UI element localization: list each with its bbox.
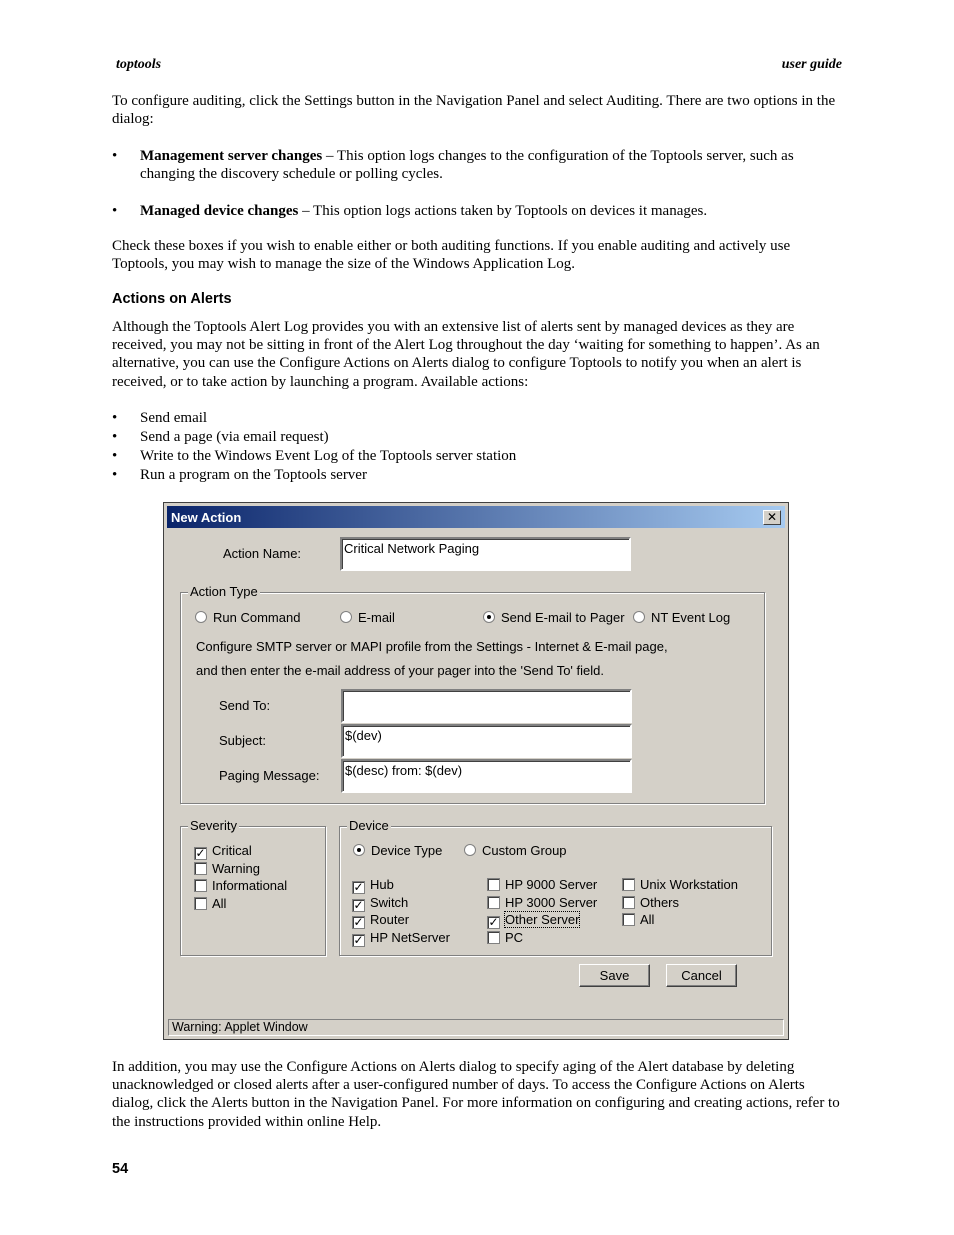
severity-legend: Severity bbox=[190, 818, 237, 833]
device-hub-checkbox[interactable] bbox=[352, 877, 394, 894]
device-hp3000-checkbox[interactable] bbox=[487, 895, 597, 910]
checkbox-label: Others bbox=[640, 895, 680, 910]
radio-circle bbox=[195, 611, 207, 623]
bullet-text bbox=[140, 147, 842, 183]
cancel-button[interactable]: Cancel bbox=[666, 964, 737, 987]
radio-circle bbox=[464, 844, 476, 856]
checkbox-box bbox=[622, 878, 635, 891]
checkbox-box bbox=[487, 896, 500, 909]
status-bar: Warning: Applet Window bbox=[168, 1019, 784, 1036]
device-hp-netserver-checkbox[interactable] bbox=[352, 930, 450, 947]
radio-label: Device Type bbox=[371, 843, 443, 858]
device-legend: Device bbox=[349, 818, 389, 833]
checkbox-label: Unix Workstation bbox=[640, 877, 739, 892]
bullet-managed-device bbox=[112, 202, 842, 222]
action-bullet bbox=[112, 447, 842, 466]
severity-critical-checkbox[interactable] bbox=[194, 843, 252, 860]
bullet-rest: – This option logs actions taken by Toptools on devices it manages. bbox=[298, 203, 708, 219]
radio-circle bbox=[633, 611, 645, 623]
alerts-paragraph: Although the Toptools Alert Log provides you with an extensive list of alerts sent by managed devices as they are received, you may not be sitting in front of the Alert Log throughout the day ‘waiting for something to happen’. As an alternative, you can use the Configure Actions on Alerts dialog to configure Toptools to notify you when an alert is received, or to take action by launching a program. Available actions: bbox=[112, 319, 820, 390]
checkbox-box bbox=[194, 897, 207, 910]
severity-all-checkbox[interactable] bbox=[194, 896, 226, 911]
device-unix-workstation-checkbox[interactable] bbox=[622, 877, 738, 892]
checkbox-box: ✓ bbox=[353, 933, 364, 947]
send-to-label: Send To: bbox=[219, 698, 271, 713]
checkbox-box: ✓ bbox=[195, 846, 206, 860]
bullet-management-server bbox=[112, 147, 842, 187]
device-router-checkbox[interactable] bbox=[352, 912, 409, 929]
severity-warning-checkbox[interactable] bbox=[194, 861, 260, 876]
radio-label: Send E-mail to Pager bbox=[501, 610, 625, 625]
checkbox-label: PC bbox=[505, 930, 524, 945]
paging-message-label: Paging Message: bbox=[219, 768, 320, 783]
radio-device-type[interactable] bbox=[353, 843, 442, 858]
info-line-2: and then enter the e-mail address of your pager into the 'Send To' field. bbox=[196, 663, 604, 678]
checkbox-label: HP 9000 Server bbox=[505, 877, 598, 892]
section-heading: Actions on Alerts bbox=[112, 291, 232, 307]
checkbox-box: ✓ bbox=[488, 915, 499, 929]
closing-paragraph: In addition, you may use the Configure Actions on Alerts dialog to specify aging of the Alert database by deleting unacknowledged or closed alerts after a user-configured number of days. To access the Configure Actions on Alerts dialog, click the Alerts button in the Navigation Panel. For more information on configuring and creating actions, refer to the instructions provided within online Help. bbox=[112, 1059, 840, 1130]
action-bullet bbox=[112, 409, 842, 428]
bullet-dot: • bbox=[112, 410, 118, 426]
device-other-server-checkbox[interactable] bbox=[487, 912, 579, 929]
checkbox-label: Critical bbox=[212, 843, 252, 858]
bullet-rest: – This option logs changes to the configuration of the Toptools server, such as changing the discovery schedule or polling cycles. bbox=[140, 148, 794, 183]
checkbox-label: All bbox=[640, 912, 655, 927]
paging-message-input[interactable]: $(desc) from: $(dev) bbox=[341, 759, 632, 793]
check-paragraph: Check these boxes if you wish to enable either or both auditing functions. If you enable auditing and actively use Toptools, you may wish to manage the size of the Windows Application Log. bbox=[112, 238, 791, 273]
device-others-checkbox[interactable] bbox=[622, 895, 679, 910]
bullet-text: Send a page (via email request) bbox=[140, 429, 329, 445]
radio-send-email-pager[interactable] bbox=[483, 610, 625, 625]
subject-input[interactable]: $(dev) bbox=[341, 724, 632, 758]
device-hp9000-checkbox[interactable] bbox=[487, 877, 597, 892]
checkbox-box: ✓ bbox=[353, 898, 364, 912]
bullet-text: Write to the Windows Event Log of the Toptools server station bbox=[140, 448, 517, 464]
bullet-dot: • bbox=[112, 429, 118, 445]
radio-label: Run Command bbox=[213, 610, 301, 625]
checkbox-label: All bbox=[212, 896, 227, 911]
checkbox-label: HP NetServer bbox=[370, 930, 450, 945]
checkbox-box: ✓ bbox=[353, 880, 364, 894]
checkbox-box bbox=[622, 913, 635, 926]
checkbox-label: HP 3000 Server bbox=[505, 895, 598, 910]
radio-custom-group[interactable] bbox=[464, 843, 567, 858]
save-button[interactable]: Save bbox=[579, 964, 650, 987]
checkbox-box: ✓ bbox=[353, 915, 364, 929]
radio-circle-selected bbox=[483, 611, 495, 623]
bullet-bold: Managed device changes bbox=[140, 203, 299, 219]
action-type-legend: Action Type bbox=[190, 584, 258, 599]
radio-label: E-mail bbox=[358, 610, 395, 625]
bullet-bold: Management server changes bbox=[140, 148, 323, 164]
dialog-title: New Action bbox=[171, 510, 242, 525]
page-number: 54 bbox=[112, 1161, 129, 1177]
intro-paragraph: To configure auditing, click the Settings button in the Navigation Panel and select Auditing. There are two options in the dialog: bbox=[112, 93, 836, 128]
info-line-1: Configure SMTP server or MAPI profile from the Settings - Internet & E-mail page, bbox=[196, 639, 668, 654]
new-action-dialog bbox=[163, 502, 789, 1040]
radio-circle bbox=[340, 611, 352, 623]
bullet-text: Send email bbox=[140, 410, 208, 426]
radio-nt-event-log[interactable] bbox=[633, 610, 730, 625]
device-all-checkbox[interactable] bbox=[622, 912, 654, 927]
bullet-dot: • bbox=[112, 203, 118, 219]
checkbox-label: Warning bbox=[212, 861, 260, 876]
radio-circle-selected bbox=[353, 844, 365, 856]
checkbox-box bbox=[487, 878, 500, 891]
checkbox-box bbox=[487, 931, 500, 944]
dialog-titlebar[interactable] bbox=[167, 506, 785, 528]
radio-run-command[interactable] bbox=[195, 610, 300, 625]
checkbox-label: Informational bbox=[212, 878, 288, 893]
subject-label: Subject: bbox=[219, 733, 266, 748]
action-name-input[interactable]: Critical Network Paging bbox=[340, 537, 631, 571]
checkbox-label: Other Server bbox=[505, 912, 580, 927]
bullet-dot: • bbox=[112, 448, 118, 464]
bullet-dot: • bbox=[112, 148, 118, 164]
radio-email[interactable] bbox=[340, 610, 395, 625]
radio-label: NT Event Log bbox=[651, 610, 731, 625]
device-switch-checkbox[interactable] bbox=[352, 895, 408, 912]
bullet-text bbox=[140, 202, 842, 220]
checkbox-box bbox=[194, 862, 207, 875]
checkbox-box bbox=[622, 896, 635, 909]
close-icon[interactable]: ✕ bbox=[763, 510, 781, 525]
checkbox-label: Router bbox=[370, 912, 410, 927]
checkbox-label: Switch bbox=[370, 895, 409, 910]
severity-informational-checkbox[interactable] bbox=[194, 878, 287, 893]
bullet-dot: • bbox=[112, 467, 118, 483]
checkbox-label: Hub bbox=[370, 877, 394, 892]
header-left: toptools bbox=[116, 57, 162, 72]
bullet-text: Run a program on the Toptools server bbox=[140, 467, 367, 483]
action-name-label: Action Name: bbox=[223, 546, 302, 561]
radio-label: Custom Group bbox=[482, 843, 567, 858]
header-right: user guide bbox=[781, 57, 842, 72]
action-bullet bbox=[112, 466, 842, 485]
device-pc-checkbox[interactable] bbox=[487, 930, 523, 945]
checkbox-box bbox=[194, 879, 207, 892]
send-to-input[interactable] bbox=[341, 689, 632, 723]
action-bullet bbox=[112, 428, 842, 447]
